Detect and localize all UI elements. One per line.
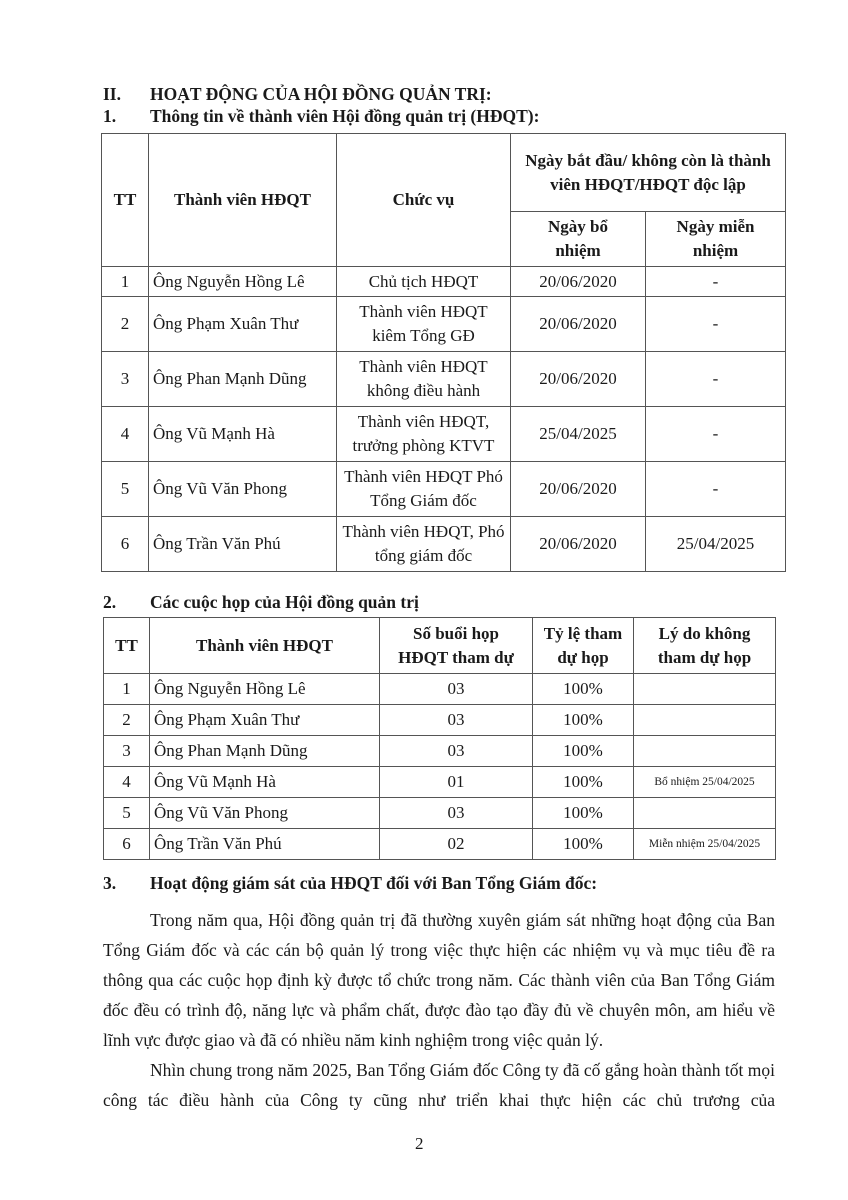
dismissed-date: - bbox=[646, 462, 786, 517]
table-row bbox=[102, 462, 786, 517]
table-row bbox=[102, 267, 786, 297]
board-meetings-table bbox=[103, 617, 776, 860]
appointed-date: 20/06/2020 bbox=[511, 462, 646, 517]
header-dismissed: Ngày miễn nhiệm bbox=[646, 212, 786, 267]
page-number: 2 bbox=[415, 1134, 424, 1153]
subsection-3-heading bbox=[103, 873, 597, 894]
row-number: 5 bbox=[104, 798, 150, 829]
row-number: 1 bbox=[102, 267, 149, 297]
table-row bbox=[102, 297, 786, 352]
attendance-rate: 100% bbox=[533, 736, 634, 767]
member-name: Ông Phan Mạnh Dũng bbox=[150, 736, 380, 767]
table-row bbox=[104, 829, 776, 860]
paragraph-2-text: Nhìn chung trong năm 2025, Ban Tổng Giám đốc Công ty đã cố gắng hoàn thành tốt mọi công tác điều hành của Công ty cũng như triển khai thực hiện các chủ trương của bbox=[103, 1060, 775, 1110]
row-number: 4 bbox=[104, 767, 150, 798]
member-name: Ông Vũ Mạnh Hà bbox=[150, 767, 380, 798]
row-number: 6 bbox=[104, 829, 150, 860]
meetings-attended: 01 bbox=[380, 767, 533, 798]
absence-reason bbox=[634, 674, 776, 705]
section-heading bbox=[103, 84, 492, 105]
member-position: Thành viên HĐQT không điều hành bbox=[337, 352, 511, 407]
table-row bbox=[102, 407, 786, 462]
header-meetings: Số buổi họp HĐQT tham dự bbox=[380, 618, 533, 674]
attendance-rate: 100% bbox=[533, 767, 634, 798]
subsection-2-number: 2. bbox=[103, 592, 117, 612]
subsection-2-title: Các cuộc họp của Hội đồng quản trị bbox=[150, 592, 419, 612]
table-row bbox=[104, 767, 776, 798]
appointed-date: 20/06/2020 bbox=[511, 352, 646, 407]
member-name: Ông Nguyễn Hồng Lê bbox=[150, 674, 380, 705]
subsection-3-title: Hoạt động giám sát của HĐQT đối với Ban Tổng Giám đốc: bbox=[150, 873, 598, 893]
subsection-2-heading bbox=[103, 592, 419, 613]
header-rate: Tỷ lệ tham dự họp bbox=[533, 618, 634, 674]
row-number: 3 bbox=[104, 736, 150, 767]
table-row bbox=[104, 674, 776, 705]
row-number: 4 bbox=[102, 407, 149, 462]
dismissed-date: - bbox=[646, 407, 786, 462]
member-position: Thành viên HĐQT, Phó tổng giám đốc bbox=[337, 517, 511, 572]
member-name: Ông Phạm Xuân Thư bbox=[150, 705, 380, 736]
attendance-rate: 100% bbox=[533, 674, 634, 705]
subsection-1-title: Thông tin về thành viên Hội đồng quản trị (HĐQT): bbox=[150, 106, 540, 126]
absence-reason: Miễn nhiệm 25/04/2025 bbox=[634, 829, 776, 860]
absence-reason bbox=[634, 798, 776, 829]
attendance-rate: 100% bbox=[533, 798, 634, 829]
row-number: 1 bbox=[104, 674, 150, 705]
subsection-3-number: 3. bbox=[103, 873, 117, 893]
absence-reason: Bổ nhiệm 25/04/2025 bbox=[634, 767, 776, 798]
header-appointed: Ngày bổ nhiệm bbox=[511, 212, 646, 267]
appointed-date: 20/06/2020 bbox=[511, 297, 646, 352]
header-tt: TT bbox=[102, 134, 149, 267]
meetings-attended: 03 bbox=[380, 736, 533, 767]
header-member: Thành viên HĐQT bbox=[149, 134, 337, 267]
row-number: 2 bbox=[104, 705, 150, 736]
member-name: Ông Phan Mạnh Dũng bbox=[149, 352, 337, 407]
table-row bbox=[102, 517, 786, 572]
section-title: HOẠT ĐỘNG CỦA HỘI ĐỒNG QUẢN TRỊ: bbox=[150, 84, 492, 104]
meetings-attended: 03 bbox=[380, 705, 533, 736]
subsection-1-number: 1. bbox=[103, 106, 117, 126]
member-position: Thành viên HĐQT kiêm Tổng GĐ bbox=[337, 297, 511, 352]
header-reason: Lý do không tham dự họp bbox=[634, 618, 776, 674]
member-name: Ông Nguyễn Hồng Lê bbox=[149, 267, 337, 297]
member-name: Ông Trần Văn Phú bbox=[149, 517, 337, 572]
member-name: Ông Vũ Mạnh Hà bbox=[149, 407, 337, 462]
board-members-table bbox=[101, 133, 786, 572]
member-position: Chủ tịch HĐQT bbox=[337, 267, 511, 297]
dismissed-date: 25/04/2025 bbox=[646, 517, 786, 572]
subsection-1-heading bbox=[103, 106, 539, 127]
paragraph-1 bbox=[103, 905, 775, 1055]
attendance-rate: 100% bbox=[533, 829, 634, 860]
meetings-attended: 02 bbox=[380, 829, 533, 860]
paragraph-1-text: Trong năm qua, Hội đồng quản trị đã thường xuyên giám sát những hoạt động của Ban Tổng Giám đốc và các cán bộ quản lý trong việc thực hiện các nhiệm vụ và mục tiêu đề ra thông qua các cuộc họp định kỳ được tổ chức trong năm. Các thành viên của Ban Tổng Giám đốc đều có trình độ, năng lực và phẩm chất, được đào tạo đầy đủ về chuyên môn, am hiểu về lĩnh vực được giao và đã có nhiều năm kinh nghiệm trong việc quản lý. bbox=[103, 910, 775, 1050]
table-row bbox=[104, 798, 776, 829]
appointed-date: 20/06/2020 bbox=[511, 517, 646, 572]
appointed-date: 25/04/2025 bbox=[511, 407, 646, 462]
dismissed-date: - bbox=[646, 267, 786, 297]
attendance-rate: 100% bbox=[533, 705, 634, 736]
table-row bbox=[104, 736, 776, 767]
row-number: 3 bbox=[102, 352, 149, 407]
table-row bbox=[104, 705, 776, 736]
meetings-attended: 03 bbox=[380, 674, 533, 705]
row-number: 6 bbox=[102, 517, 149, 572]
dismissed-date: - bbox=[646, 297, 786, 352]
absence-reason bbox=[634, 705, 776, 736]
appointed-date: 20/06/2020 bbox=[511, 267, 646, 297]
row-number: 2 bbox=[102, 297, 149, 352]
member-name: Ông Phạm Xuân Thư bbox=[149, 297, 337, 352]
member-position: Thành viên HĐQT Phó Tổng Giám đốc bbox=[337, 462, 511, 517]
meetings-attended: 03 bbox=[380, 798, 533, 829]
header-dates-group: Ngày bắt đầu/ không còn là thành viên HĐQT/HĐQT độc lập bbox=[511, 134, 786, 212]
header-position: Chức vụ bbox=[337, 134, 511, 267]
dismissed-date: - bbox=[646, 352, 786, 407]
paragraph-2 bbox=[103, 1055, 775, 1115]
header-member: Thành viên HĐQT bbox=[150, 618, 380, 674]
member-name: Ông Trần Văn Phú bbox=[150, 829, 380, 860]
member-name: Ông Vũ Văn Phong bbox=[149, 462, 337, 517]
row-number: 5 bbox=[102, 462, 149, 517]
absence-reason bbox=[634, 736, 776, 767]
table-row bbox=[102, 352, 786, 407]
header-tt: TT bbox=[104, 618, 150, 674]
member-name: Ông Vũ Văn Phong bbox=[150, 798, 380, 829]
member-position: Thành viên HĐQT, trưởng phòng KTVT bbox=[337, 407, 511, 462]
section-number: II. bbox=[103, 84, 121, 104]
